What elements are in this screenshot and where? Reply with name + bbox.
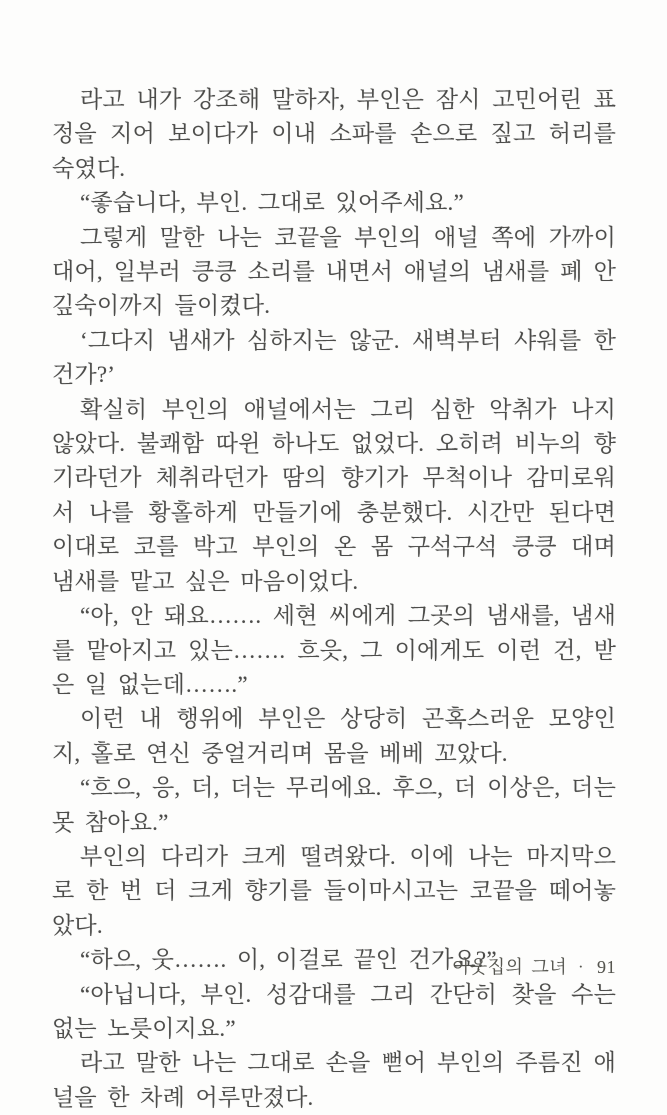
- paragraph-4-thought: ‘그다지 냄새가 심하지는 않군. 새벽부터 샤워를 한 건가?’: [52, 327, 616, 388]
- paragraph-9: 부인의 다리가 크게 떨려왔다. 이에 나는 마지막으로 한 번 더 크게 향기를 들이마시고는 코끝을 떼어놓았다.: [52, 843, 616, 938]
- paragraph-2-dialogue: “좋습니다, 부인. 그대로 있어주세요.”: [80, 190, 464, 216]
- paragraph-3: 그렇게 말한 나는 코끝을 부인의 애널 쪽에 가까이 대어, 일부러 킁킁 소리를 내면서 애널의 냄새를 폐 안 깊숙이까지 들이켰다.: [52, 224, 616, 319]
- page-footer: [452, 953, 616, 979]
- paragraph-12: 라고 말한 나는 그대로 손을 뻗어 부인의 주름진 애널을 한 차례 어루만졌다.: [52, 1050, 616, 1110]
- footer-separator-dot: ·: [578, 959, 584, 976]
- paragraph-8-dialogue: “흐으, 응, 더, 더는 무리에요. 후으, 더 이상은, 더는 못 참아요.”: [52, 775, 616, 835]
- paragraph-6-dialogue: “아, 안 돼요……. 세현 씨에게 그곳의 냄새를, 냄새를 맡아지고 있는……. 흐읏, 그 이에게도 이런 건, 받은 일 없는데…….”: [52, 603, 616, 697]
- page-number: 91: [597, 957, 616, 977]
- paragraph-5: 확실히 부인의 애널에서는 그리 심한 악취가 나지 않았다. 불쾌함 따윈 하나도 없었다. 오히려 비누의 향기라던가 체취라던가 땀의 향기가 무척이나 감미로워서 나를 황홀하게 만들기에 충분했다. 시간만 된다면 이대로 코를 박고 부인의 온 몸 구석구석 킁킁 대며 냄새를 맡고 싶은 마음이었다.: [52, 396, 616, 594]
- paragraph-10-dialogue: “하으, 웃……. 이, 이걸로 끝인 건가요?”: [80, 947, 497, 973]
- paragraph-11-dialogue: “아닙니다, 부인. 성감대를 그리 간단히 찾을 수는 없는 노릇이지요.”: [52, 981, 616, 1041]
- book-title: 이웃집의 그녀: [451, 957, 568, 977]
- paragraph-7: 이런 내 행위에 부인은 상당히 곤혹스러운 모양인지, 홀로 연신 중얼거리며 몸을 베베 꼬았다.: [52, 706, 616, 766]
- paragraph-1: 라고 내가 강조해 말하자, 부인은 잠시 고민어린 표정을 지어 보이다가 이내 소파를 손으로 짚고 허리를 숙였다.: [52, 87, 616, 181]
